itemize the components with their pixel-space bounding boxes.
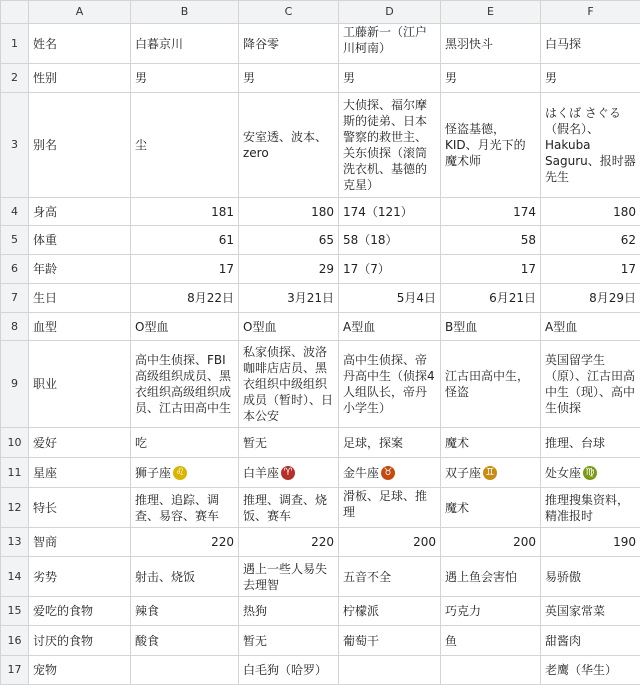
cell-a16[interactable] — [29, 626, 131, 656]
row-header[interactable]: 15 — [1, 597, 29, 626]
cell-text: 190 — [613, 535, 636, 549]
cell-text: 老鹰（华生） — [545, 663, 618, 677]
table-row — [1, 198, 640, 226]
table-row — [1, 64, 640, 93]
cell-text: 白羊座 — [243, 465, 280, 480]
cell-d4[interactable] — [339, 198, 441, 226]
cell-e15[interactable] — [441, 597, 541, 626]
cell-b7[interactable] — [131, 284, 239, 313]
cell-text: 男 — [243, 71, 256, 85]
row-header[interactable]: 7 — [1, 284, 29, 313]
cell-c14[interactable] — [239, 557, 339, 597]
cell-b12[interactable] — [131, 488, 239, 528]
cell-c12[interactable] — [239, 488, 339, 528]
cell-a3[interactable] — [29, 93, 131, 198]
cell-e3[interactable] — [441, 93, 541, 198]
cell-text: 男 — [135, 71, 148, 85]
cell-c16[interactable] — [239, 626, 339, 656]
cell-e12[interactable] — [441, 488, 541, 528]
row-header[interactable]: 14 — [1, 557, 29, 597]
table-row — [1, 93, 640, 198]
cell-d9[interactable] — [339, 341, 441, 428]
cell-d2[interactable] — [339, 64, 441, 93]
cell-text: 17 — [520, 262, 536, 276]
cell-f16[interactable] — [541, 626, 640, 656]
cell-d11[interactable] — [339, 458, 441, 488]
cell-text: 黑羽快斗 — [445, 36, 494, 51]
cell-text: 处女座 — [545, 465, 582, 480]
zodiac-icon: ♉ — [381, 466, 395, 480]
column-header-e[interactable]: E — [441, 1, 541, 24]
cell-text: 8月29日 — [589, 291, 636, 305]
table-row — [1, 597, 640, 626]
zodiac-icon: ♊ — [483, 466, 497, 480]
cell-c9[interactable] — [239, 341, 339, 428]
cell-text: 射击、烧饭 — [135, 569, 196, 584]
cell-text: 体重 — [33, 233, 58, 247]
cell-e13[interactable] — [441, 528, 541, 557]
cell-text: O型血 — [243, 319, 277, 334]
cell-text: 特长 — [33, 500, 58, 515]
cell-text: 魔术 — [445, 500, 470, 515]
row-header[interactable]: 1 — [1, 24, 29, 64]
cell-f14[interactable] — [541, 557, 640, 597]
row-header[interactable]: 6 — [1, 255, 29, 284]
cell-text: 65 — [318, 233, 334, 247]
cell-text: 英国留学生（原）、江古田高中生（现）、高中生侦探 — [545, 353, 636, 415]
row-header[interactable]: 8 — [1, 313, 29, 341]
cell-d7[interactable] — [339, 284, 441, 313]
cell-text: 劣势 — [33, 569, 58, 584]
cell-b15[interactable] — [131, 597, 239, 626]
table-row — [1, 226, 640, 255]
cell-a14[interactable] — [29, 557, 131, 597]
cell-f11[interactable] — [541, 458, 640, 488]
cell-a17[interactable] — [29, 656, 131, 685]
cell-text: 身高 — [33, 204, 58, 219]
row-header[interactable]: 13 — [1, 528, 29, 557]
cell-text: 星座 — [33, 465, 58, 480]
cell-text: 降谷零 — [243, 36, 280, 51]
cell-text: 足球，探案 — [343, 435, 404, 450]
cell-a11[interactable] — [29, 458, 131, 488]
cell-d12[interactable] — [339, 488, 441, 528]
cell-b4[interactable] — [131, 198, 239, 226]
table-row — [1, 488, 640, 528]
cell-text: 男 — [343, 71, 356, 85]
cell-text: 遇上鱼会害怕 — [445, 569, 518, 584]
cell-text: 性别 — [33, 71, 58, 85]
cell-text: 17 — [620, 262, 636, 276]
cell-d15[interactable] — [339, 597, 441, 626]
cell-b17[interactable] — [131, 656, 239, 685]
cell-e4[interactable] — [441, 198, 541, 226]
cell-text: 狮子座 — [135, 465, 172, 480]
column-header-c[interactable]: C — [239, 1, 339, 24]
cell-text: 爱好 — [33, 435, 58, 450]
row-header[interactable]: 3 — [1, 93, 29, 198]
cell-text: 大侦探、福尔摩斯的徒弟、日本警察的救世主、关东侦探（滚筒洗衣机、基德的克星） — [343, 98, 428, 192]
cell-c5[interactable] — [239, 226, 339, 255]
cell-text: 安室透、波本、zero — [243, 130, 328, 160]
cell-text: B型血 — [445, 319, 478, 334]
cell-text: 白暮京川 — [135, 36, 184, 51]
cell-text: 58（18） — [343, 233, 398, 247]
cell-text: 220 — [311, 535, 334, 549]
cell-e16[interactable] — [441, 626, 541, 656]
cell-b14[interactable] — [131, 557, 239, 597]
cell-a9[interactable] — [29, 341, 131, 428]
cell-text: 高中生侦探、帝丹高中生（侦探4人组队长，帝丹小学生） — [343, 353, 435, 415]
cell-text: 200 — [413, 535, 436, 549]
row-header[interactable]: 16 — [1, 626, 29, 656]
table-row — [1, 458, 640, 488]
cell-text: 暂无 — [243, 633, 268, 648]
cell-e2[interactable] — [441, 64, 541, 93]
table-row — [1, 557, 640, 597]
cell-a15[interactable] — [29, 597, 131, 626]
cell-a6[interactable] — [29, 255, 131, 284]
cell-text: 血型 — [33, 319, 58, 334]
cell-b6[interactable] — [131, 255, 239, 284]
cell-c10[interactable] — [239, 428, 339, 458]
cell-a10[interactable] — [29, 428, 131, 458]
cell-c11[interactable] — [239, 458, 339, 488]
cell-text: 尘 — [135, 138, 148, 152]
cell-e17[interactable] — [441, 656, 541, 685]
cell-d1[interactable] — [339, 24, 441, 64]
cell-d3[interactable] — [339, 93, 441, 198]
cell-text: 讨厌的食物 — [33, 633, 94, 648]
cell-text: 年龄 — [33, 262, 58, 276]
cell-d10[interactable] — [339, 428, 441, 458]
cell-text: 181 — [211, 204, 234, 219]
column-header-f[interactable]: F — [541, 1, 640, 24]
cell-b2[interactable] — [131, 64, 239, 93]
cell-text: 白毛狗（哈罗） — [243, 663, 328, 677]
cell-a1[interactable] — [29, 24, 131, 64]
cell-text: 怪盗基德，KID、月光下的魔术师 — [445, 122, 526, 168]
cell-text: 180 — [613, 204, 636, 219]
cell-text: 五音不全 — [343, 569, 392, 584]
cell-text: 甜酱肉 — [545, 633, 582, 648]
cell-d14[interactable] — [339, 557, 441, 597]
cell-b16[interactable] — [131, 626, 239, 656]
cell-a8[interactable] — [29, 313, 131, 341]
cell-b8[interactable] — [131, 313, 239, 341]
row-header[interactable]: 12 — [1, 488, 29, 528]
cell-text: 别名 — [33, 138, 58, 152]
cell-text: 宠物 — [33, 663, 58, 677]
cell-text: 私家侦探、波洛咖啡店店员、黑衣组织中级组织成员（暂时）、日本公安 — [243, 345, 334, 423]
cell-c2[interactable] — [239, 64, 339, 93]
cell-text: 推理、追踪、调查、易容、赛车 — [135, 492, 220, 523]
column-header-b[interactable]: B — [131, 1, 239, 24]
cell-text: 29 — [318, 262, 334, 276]
cell-text: 174（121） — [343, 204, 413, 219]
cell-f6[interactable] — [541, 255, 640, 284]
cell-c7[interactable] — [239, 284, 339, 313]
cell-text: 生日 — [33, 291, 58, 305]
cell-c15[interactable] — [239, 597, 339, 626]
table-row — [1, 255, 640, 284]
table-row — [1, 341, 640, 428]
cell-text: 高中生侦探、FBI高级组织成员、黑衣组织高级组织成员、江古田高中生 — [135, 353, 232, 415]
cell-text: 遇上一些人易失去理智 — [243, 561, 328, 592]
zodiac-icon: ♍ — [583, 466, 597, 480]
cell-c8[interactable] — [239, 313, 339, 341]
cell-text: 17 — [218, 262, 234, 276]
cell-text: 61 — [218, 233, 234, 247]
cell-e9[interactable] — [441, 341, 541, 428]
cell-e7[interactable] — [441, 284, 541, 313]
cell-e6[interactable] — [441, 255, 541, 284]
cell-d6[interactable] — [339, 255, 441, 284]
cell-text: 辣食 — [135, 604, 160, 618]
table-row — [1, 656, 640, 685]
cell-a13[interactable] — [29, 528, 131, 557]
cell-text: O型血 — [135, 319, 169, 334]
cell-b1[interactable] — [131, 24, 239, 64]
zodiac-icon: ♌ — [173, 466, 187, 480]
row-header[interactable]: 5 — [1, 226, 29, 255]
cell-text: 双子座 — [445, 465, 482, 480]
cell-f8[interactable] — [541, 313, 640, 341]
cell-text: 62 — [620, 233, 636, 247]
row-header[interactable]: 17 — [1, 656, 29, 685]
cell-d17[interactable] — [339, 656, 441, 685]
cell-text: 220 — [211, 535, 234, 549]
cell-text: 滑板、足球、推理 — [343, 489, 428, 519]
cell-a5[interactable] — [29, 226, 131, 255]
cell-b5[interactable] — [131, 226, 239, 255]
column-header-row — [1, 1, 640, 24]
cell-text: 58 — [520, 233, 536, 247]
select-all-corner[interactable] — [1, 1, 29, 24]
row-header[interactable]: 9 — [1, 341, 29, 428]
cell-a2[interactable] — [29, 64, 131, 93]
cell-text: 5月4日 — [396, 291, 436, 305]
cell-f10[interactable] — [541, 428, 640, 458]
cell-text: 推理、台球 — [545, 435, 606, 450]
cell-text: A型血 — [343, 319, 376, 334]
cell-e5[interactable] — [441, 226, 541, 255]
cell-text: はくば さぐる（假名）、Hakuba Saguru、报时器先生 — [545, 106, 636, 184]
cell-text: 吃 — [135, 435, 148, 450]
cell-e1[interactable] — [441, 24, 541, 64]
cell-f13[interactable] — [541, 528, 640, 557]
cell-text: 魔术 — [445, 435, 470, 450]
cell-f4[interactable] — [541, 198, 640, 226]
row-header[interactable]: 11 — [1, 458, 29, 488]
cell-text: 推理搜集资料，精准报时 — [545, 492, 630, 523]
cell-text: 酸食 — [135, 633, 160, 648]
cell-text: 6月21日 — [489, 291, 536, 305]
cell-text: A型血 — [545, 319, 578, 334]
cell-text: 3月21日 — [287, 291, 334, 305]
cell-c6[interactable] — [239, 255, 339, 284]
cell-f7[interactable] — [541, 284, 640, 313]
cell-f1[interactable] — [541, 24, 640, 64]
column-header-a[interactable]: A — [29, 1, 131, 24]
cell-text: 江古田高中生，怪盗 — [445, 369, 530, 399]
cell-f15[interactable] — [541, 597, 640, 626]
cell-text: 热狗 — [243, 604, 268, 618]
cell-a12[interactable] — [29, 488, 131, 528]
cell-d5[interactable] — [339, 226, 441, 255]
cell-text: 工藤新一（江户川柯南） — [343, 25, 428, 55]
row-header[interactable]: 2 — [1, 64, 29, 93]
cell-f5[interactable] — [541, 226, 640, 255]
cell-text: 智商 — [33, 535, 58, 549]
cell-c13[interactable] — [239, 528, 339, 557]
table-row — [1, 528, 640, 557]
cell-b13[interactable] — [131, 528, 239, 557]
cell-text: 葡萄干 — [343, 633, 380, 648]
cell-d16[interactable] — [339, 626, 441, 656]
cell-text: 姓名 — [33, 36, 58, 51]
cell-text: 英国家常菜 — [545, 604, 606, 618]
table-row — [1, 284, 640, 313]
cell-text: 柠檬派 — [343, 604, 380, 618]
cell-b9[interactable] — [131, 341, 239, 428]
cell-d8[interactable] — [339, 313, 441, 341]
cell-e11[interactable] — [441, 458, 541, 488]
cell-c3[interactable] — [239, 93, 339, 198]
cell-text: 男 — [545, 71, 558, 85]
table-row — [1, 313, 640, 341]
cell-text: 200 — [513, 535, 536, 549]
row-header[interactable]: 10 — [1, 428, 29, 458]
cell-text: 爱吃的食物 — [33, 604, 94, 618]
cell-text: 暂无 — [243, 435, 268, 450]
cell-e10[interactable] — [441, 428, 541, 458]
cell-b10[interactable] — [131, 428, 239, 458]
cell-c4[interactable] — [239, 198, 339, 226]
column-header-d[interactable]: D — [339, 1, 441, 24]
cell-text: 8月22日 — [187, 291, 234, 305]
cell-f12[interactable] — [541, 488, 640, 528]
zodiac-icon: ♈ — [281, 466, 295, 480]
cell-text: 180 — [311, 204, 334, 219]
table-row — [1, 24, 640, 64]
cell-text: 金牛座 — [343, 465, 380, 480]
row-header[interactable]: 4 — [1, 198, 29, 226]
cell-d13[interactable] — [339, 528, 441, 557]
cell-f3[interactable] — [541, 93, 640, 198]
cell-text: 17（7） — [343, 262, 390, 276]
cell-c17[interactable] — [239, 656, 339, 685]
cell-f9[interactable] — [541, 341, 640, 428]
cell-e14[interactable] — [441, 557, 541, 597]
cell-text: 鱼 — [445, 633, 458, 648]
cell-a7[interactable] — [29, 284, 131, 313]
cell-a4[interactable] — [29, 198, 131, 226]
cell-e8[interactable] — [441, 313, 541, 341]
cell-text: 白马探 — [545, 36, 582, 51]
cell-b3[interactable] — [131, 93, 239, 198]
cell-text: 职业 — [33, 377, 58, 391]
cell-text: 易骄傲 — [545, 569, 582, 584]
cell-text: 男 — [445, 71, 458, 85]
cell-text: 推理、调查、烧饭、赛车 — [243, 492, 328, 523]
cell-text: 巧克力 — [445, 604, 482, 618]
cell-f17[interactable] — [541, 656, 640, 685]
table-row — [1, 428, 640, 458]
cell-c1[interactable] — [239, 24, 339, 64]
cell-text: 174 — [513, 204, 536, 219]
cell-f2[interactable] — [541, 64, 640, 93]
table-row — [1, 626, 640, 656]
cell-b11[interactable] — [131, 458, 239, 488]
